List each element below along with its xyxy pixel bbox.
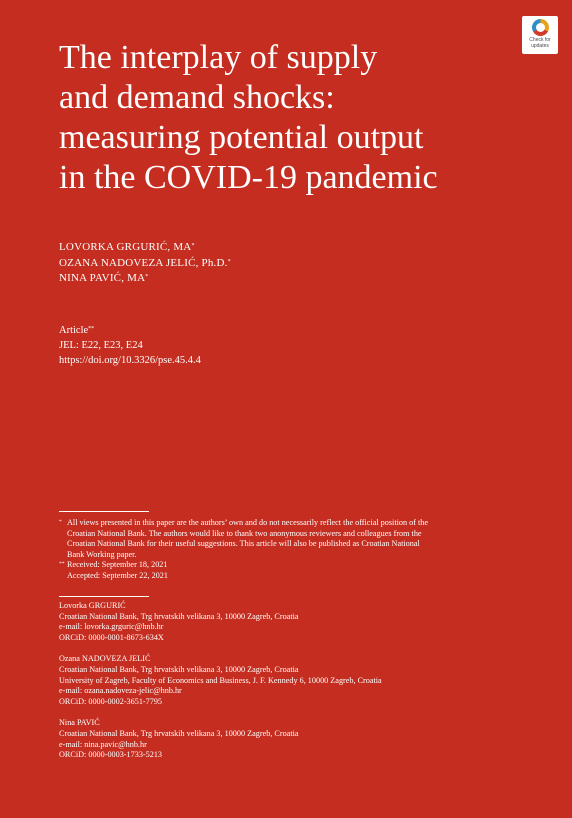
footnote: * All views presented in this paper are the authors’ own and do not necessarily reflect the official position of the Croatian National Bank. The authors would like to thank two anonymous reviewers and colleagues from the Croatian National Bank for their useful suggestions. This article will also be published as Croatian National Bank Working paper. xyxy=(59,518,428,559)
article-type: Article** xyxy=(59,325,95,336)
affiliation-line: Croatian National Bank, Trg hrvatskih velikana 3, 10000 Zagreb, Croatia xyxy=(59,664,299,674)
title-line: The interplay of supply xyxy=(59,39,378,76)
author-list xyxy=(59,240,231,287)
affiliation-name: Ozana NADOVEZA JELIĆ xyxy=(59,654,151,664)
badge-label: Check for updates xyxy=(529,37,551,49)
email-link[interactable]: e-mail: ozana.nadoveza-jelic@hnb.hr xyxy=(59,686,182,696)
author: LOVORKA GRGURIĆ, MA* xyxy=(59,241,195,253)
affiliation-block xyxy=(59,654,519,707)
affiliation-line: Croatian National Bank, Trg hrvatskih velikana 3, 10000 Zagreb, Croatia xyxy=(59,611,299,621)
author-affiliations xyxy=(59,601,519,772)
orcid-link[interactable]: ORCiD: 0000-0003-1733-5213 xyxy=(59,750,163,760)
footnote: ** Received: September 18, 2021 Accepted: September 22, 2021 xyxy=(59,560,168,580)
check-for-updates-badge[interactable] xyxy=(522,16,558,54)
article-meta xyxy=(59,323,201,368)
footnote-divider xyxy=(59,511,149,512)
email-link[interactable]: e-mail: nina.pavic@hnb.hr xyxy=(59,739,147,749)
title-line: and demand shocks: xyxy=(59,79,335,116)
crossmark-icon xyxy=(532,19,549,36)
article-title xyxy=(59,38,519,198)
affiliation-block xyxy=(59,601,519,643)
affiliation-block xyxy=(59,718,519,760)
affiliation-name: Nina PAVIĆ xyxy=(59,718,100,728)
affiliation-divider xyxy=(59,596,149,597)
jel-codes: JEL: E22, E23, E24 xyxy=(59,340,143,351)
affiliation-line: University of Zagreb, Faculty of Economics and Business, J. F. Kennedy 6, 10000 Zagreb, Croatia xyxy=(59,675,382,685)
affiliation-line: Croatian National Bank, Trg hrvatskih velikana 3, 10000 Zagreb, Croatia xyxy=(59,728,299,738)
footnotes xyxy=(59,518,499,582)
affiliation-name: Lovorka GRGURIĆ xyxy=(59,601,126,610)
author: OZANA NADOVEZA JELIĆ, Ph.D.* xyxy=(59,256,231,269)
orcid-link[interactable]: ORCiD: 0000-0001-8673-634X xyxy=(59,632,164,642)
title-line: in the COVID-19 pandemic xyxy=(59,159,438,196)
orcid-link[interactable]: ORCiD: 0000-0002-3651-7795 xyxy=(59,696,163,706)
doi-link[interactable]: https://doi.org/10.3326/pse.45.4.4 xyxy=(59,355,201,366)
title-line: measuring potential output xyxy=(59,119,424,156)
author: NINA PAVIĆ, MA* xyxy=(59,272,149,284)
email-link[interactable]: e-mail: lovorka.grguric@hnb.hr xyxy=(59,622,164,632)
